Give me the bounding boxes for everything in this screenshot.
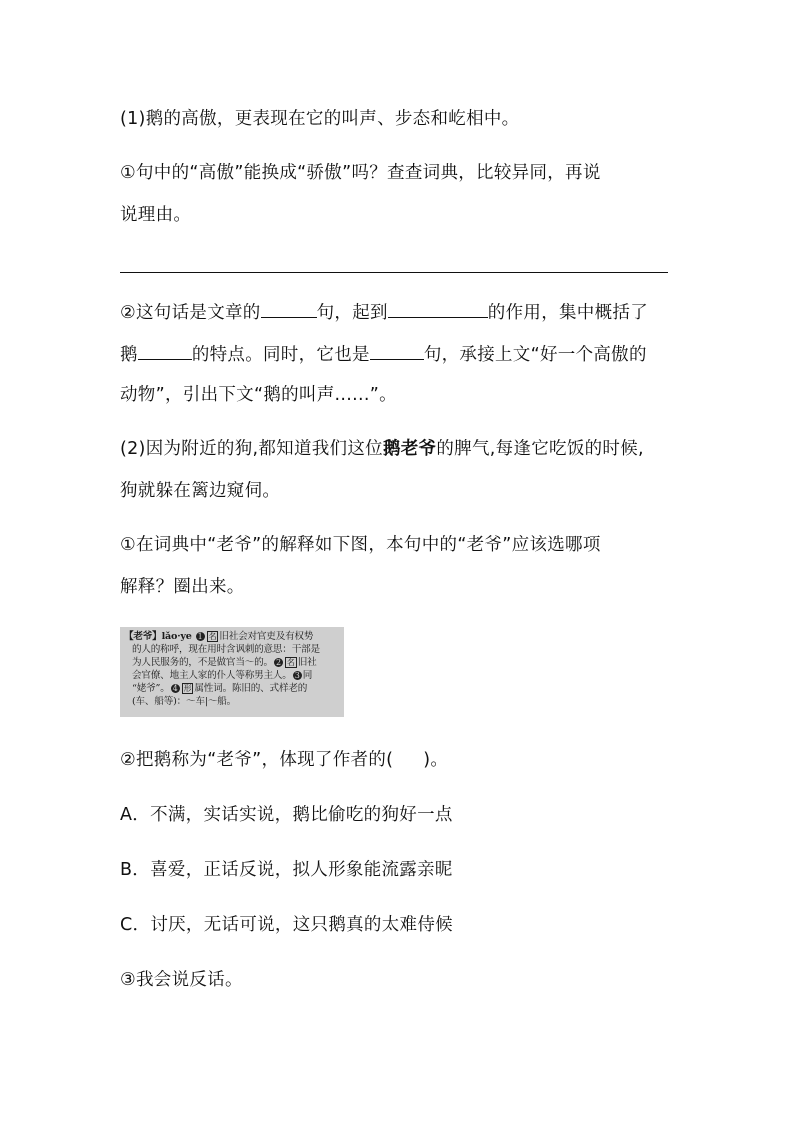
- dict-line-6: (车、船等)：～车|～船。: [132, 696, 237, 707]
- option-a[interactable]: A．不满，实话实说，鹅比偷吃的狗好一点: [120, 805, 453, 825]
- q1-item1-line1: ①句中的“高傲”能换成“骄傲”吗？查查词典，比较异同，再说: [120, 163, 601, 183]
- highlighted-phrase: 鹅老爷: [382, 439, 437, 459]
- dict-line-5: “姥爷”。 4 形 属性词。陈旧的、式样老的: [132, 683, 308, 694]
- q1-item2-line2: 鹅 的特点。同时，它也是 句，承接上文“好一个高傲的: [120, 341, 680, 367]
- q1-item2-line3: 动物”，引出下文“鹅的叫声......”。: [120, 385, 397, 405]
- dict-line-3: 为人民服务的，不是做官当～的。 2 名 旧社: [132, 657, 317, 668]
- sense-number-3: 3: [293, 671, 302, 680]
- q2-item1-line1: ①在词典中“老爷”的解释如下图，本句中的“老爷”应该选哪项: [120, 535, 601, 555]
- blank-feature[interactable]: [138, 341, 192, 360]
- q2-item3: ③我会说反话。: [120, 970, 243, 990]
- dictionary-entry-image: [120, 627, 344, 717]
- pos-tag-noun: 名: [286, 658, 295, 667]
- dict-line-1: 【老爷】lǎo·ye 1 名 旧社会对官吏及有权势: [124, 631, 314, 642]
- blank-transition[interactable]: [370, 341, 424, 360]
- sense-number-4: 4: [171, 684, 180, 693]
- blank-function[interactable]: [388, 299, 488, 318]
- sense-number-2: 2: [274, 658, 283, 667]
- pos-tag-adjective: 形: [183, 684, 192, 693]
- sense-number-1: 1: [196, 632, 205, 641]
- pos-tag-noun: 名: [208, 632, 217, 641]
- q2-item2-stem: ②把鹅称为“老爷”，体现了作者的( )。: [120, 750, 449, 770]
- question-2-line1: (2)因为附近的狗,都知道我们这位鹅老爷的脾气,每逢它吃饭的时候,: [120, 439, 644, 459]
- dict-line-2: 的人的称呼，现在用时含讽刺的意思：干部是: [132, 644, 320, 655]
- q2-item1-line2: 解释？圈出来。: [120, 577, 245, 597]
- question-1-sentence: (1)鹅的高傲，更表现在它的叫声、步态和屹相中。: [120, 109, 520, 129]
- dict-line-4: 会官僚、地主人家的仆人等称男主人。 3 同: [132, 670, 313, 681]
- question-2-line2: 狗就躲在篱边窥伺。: [120, 481, 281, 501]
- blank-sentence-type[interactable]: [261, 299, 317, 318]
- option-c[interactable]: C．讨厌，无话可说，这只鹅真的太难侍候: [120, 915, 453, 935]
- q1-item1-line2: 说理由。: [120, 205, 192, 225]
- q1-item2-line1: ②这句话是文章的 句，起到 的作用，集中概括了: [120, 299, 680, 325]
- answer-line[interactable]: [120, 272, 668, 273]
- option-b[interactable]: B．喜爱，正话反说，拟人形象能流露亲昵: [120, 860, 453, 880]
